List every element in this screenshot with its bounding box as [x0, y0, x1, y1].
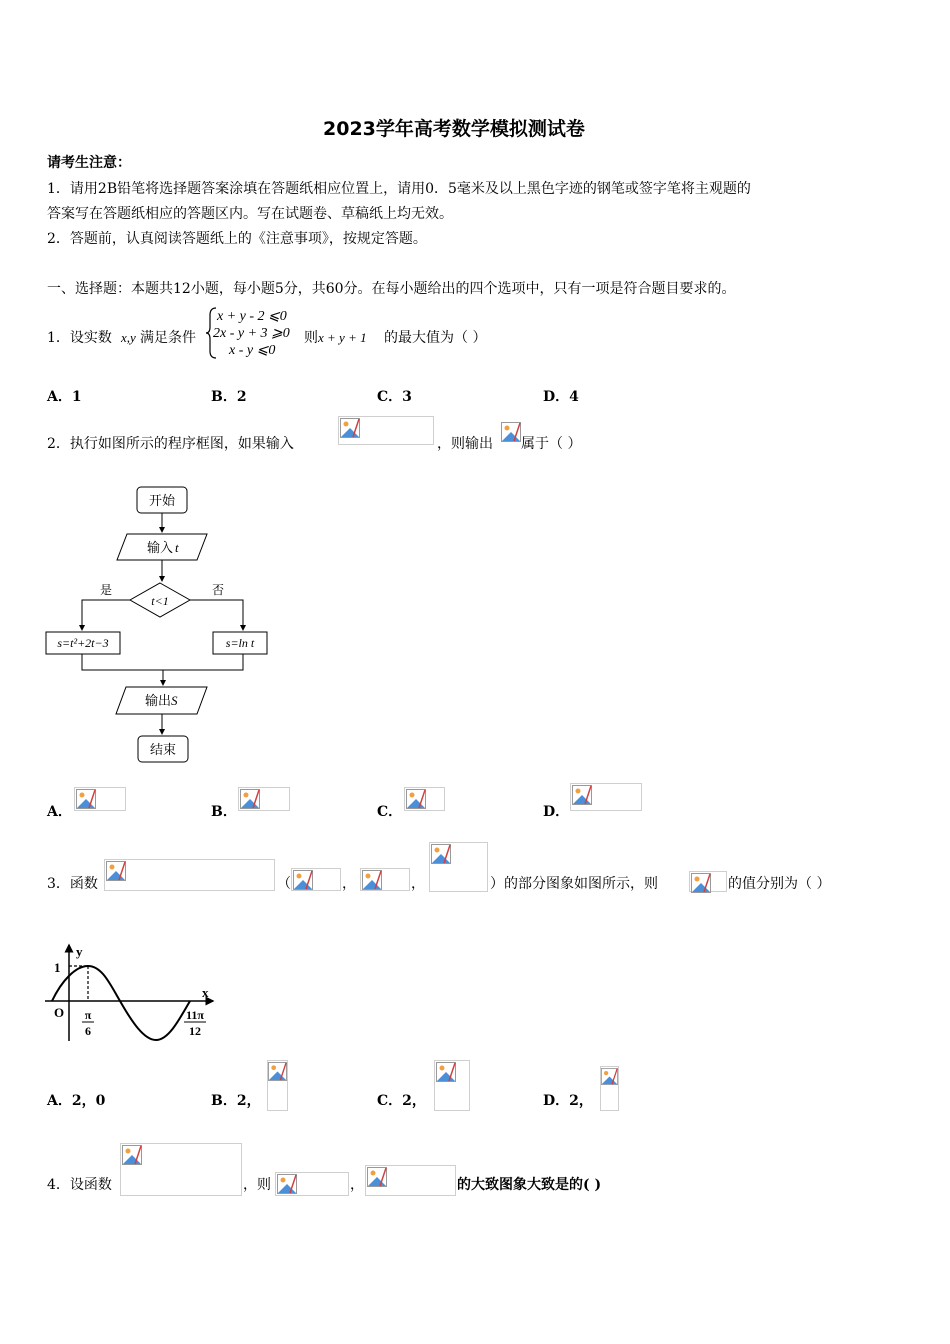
q1-option-a: A．1	[47, 389, 82, 405]
q3-open-paren: （	[277, 876, 291, 892]
q3-option-a: A．2，0	[47, 1093, 106, 1109]
flow-right-text: s=ln t	[225, 636, 255, 650]
q1-cond-1: x + y - 2 ⩽0	[217, 309, 287, 324]
q3-prefix: 3．函数	[47, 876, 98, 892]
q3-suffix-b: 的值分别为（ ）	[728, 876, 831, 892]
broken-image-icon	[572, 785, 592, 805]
q4-mid: ，则	[243, 1177, 271, 1193]
q2-option-a: A．	[47, 804, 72, 820]
broken-image-icon	[362, 870, 382, 890]
q2-output-image-placeholder	[501, 422, 521, 442]
q3-option-b-image	[267, 1060, 288, 1111]
q1-option-b: B．2	[211, 389, 247, 405]
broken-image-icon	[106, 861, 126, 881]
q3-comma-2: ，	[411, 876, 425, 892]
notice-line-1: 1．请用2B铅笔将选择题答案涂填在答题纸相应位置上，请用0．5毫米及以上黑色字迹的钢笔或签字笔将主观题的	[47, 181, 751, 197]
flow-yes-label: 是	[100, 583, 113, 597]
q1-mid: 满足条件	[140, 330, 196, 346]
broken-image-icon	[436, 1062, 456, 1082]
q3-sine-graph	[40, 940, 220, 1045]
q2-suffix: 属于（ ）	[521, 436, 582, 452]
broken-image-icon	[122, 1145, 142, 1165]
flow-end-text: 结束	[149, 742, 177, 757]
flow-output-var: S	[171, 693, 178, 708]
q4-suffix: 的大致图象大致是的( )	[457, 1177, 602, 1193]
q1-cond-2: 2x - y + 3 ⩾0	[213, 326, 290, 341]
q2-option-c: C．	[377, 804, 403, 820]
q1-expression: x + y + 1	[318, 330, 367, 345]
q2-option-b: B．	[211, 804, 237, 820]
q4-image-3	[365, 1165, 456, 1196]
q2-option-d: D．	[543, 804, 570, 820]
flow-output-text: 输出	[145, 693, 172, 708]
flow-input-text: 输入	[147, 540, 174, 555]
q3-option-c: C．2，	[377, 1093, 426, 1109]
flow-input-var: t	[175, 540, 179, 555]
q3-answer-image	[689, 871, 727, 892]
sine-curve	[52, 966, 190, 1040]
broken-image-icon	[76, 789, 96, 809]
q3-option-d: D．2，	[543, 1093, 593, 1109]
flow-no-label: 否	[212, 583, 225, 597]
broken-image-icon	[367, 1167, 387, 1187]
q4-image-2	[275, 1172, 349, 1196]
broken-image-icon	[277, 1174, 297, 1194]
notice-line-2: 2．答题前，认真阅读答题纸上的《注意事项》，按规定答题。	[47, 231, 427, 247]
q3-comma-1: ，	[342, 876, 356, 892]
q3-param-image-2	[360, 868, 410, 891]
notice-line-1b: 答案写在答题纸相应的答题区内。写在试题卷、草稿纸上均无效。	[47, 206, 453, 222]
broken-image-icon	[240, 789, 260, 809]
q1-option-d: D．4	[543, 389, 579, 405]
q3-suffix-a: ）的部分图象如图所示，则	[490, 876, 658, 892]
graph-y-label: y	[76, 944, 83, 959]
q2-prefix: 2．执行如图所示的程序框图，如果输入	[47, 436, 294, 452]
q2-option-b-image	[238, 787, 290, 811]
broken-image-icon	[691, 873, 711, 893]
broken-image-icon	[431, 844, 451, 864]
q3-option-b: B．2，	[211, 1093, 261, 1109]
graph-x-label: x	[202, 985, 209, 1000]
q2-option-a-image	[74, 787, 126, 811]
graph-11pi-num: 11π	[186, 1008, 204, 1022]
page-title: 2023学年高考数学模拟测试卷	[323, 118, 585, 140]
q2-option-c-image	[404, 787, 445, 811]
q3-function-image	[104, 859, 275, 891]
q1-vars: x,y	[121, 330, 136, 345]
broken-image-icon	[268, 1062, 287, 1081]
q1-option-c: C．3	[377, 389, 412, 405]
q3-param-image-1	[291, 868, 341, 891]
q2-flowchart	[40, 480, 280, 770]
q4-function-image	[120, 1143, 242, 1196]
broken-image-icon	[601, 1068, 618, 1085]
graph-origin-label: O	[54, 1005, 65, 1020]
graph-pi6-num: π	[84, 1008, 92, 1022]
flow-condition-text: t<1	[151, 594, 169, 608]
q2-option-d-image	[570, 783, 642, 811]
broken-image-icon	[501, 422, 521, 442]
q1-cond-3: x - y ⩽0	[229, 343, 276, 358]
flow-start-text: 开始	[148, 493, 176, 508]
q1-prefix: 1．设实数	[47, 330, 112, 346]
q3-option-d-image	[600, 1066, 619, 1111]
broken-image-icon	[340, 418, 360, 438]
broken-image-icon	[406, 789, 426, 809]
graph-12-den: 12	[189, 1024, 201, 1038]
notice-heading: 请考生注意：	[47, 155, 131, 171]
q2-input-image-placeholder	[338, 416, 434, 445]
broken-image-icon	[293, 870, 313, 890]
graph-one-label: 1	[54, 960, 61, 975]
q2-mid: ，则输出	[437, 436, 493, 452]
graph-pi6-den: 6	[85, 1024, 91, 1038]
q1-then: 则	[304, 330, 318, 346]
flow-left-text: s=t²+2t−3	[57, 636, 109, 650]
q4-comma: ，	[350, 1177, 364, 1193]
q3-option-c-image	[434, 1060, 470, 1111]
q3-param-image-3	[429, 842, 488, 892]
q4-prefix: 4．设函数	[47, 1177, 112, 1193]
section-heading: 一、选择题：本题共12小题，每小题5分，共60分。在每小题给出的四个选项中，只有一项是符合题目要求的。	[47, 281, 736, 297]
q1-suffix: 的最大值为（ ）	[384, 330, 487, 346]
